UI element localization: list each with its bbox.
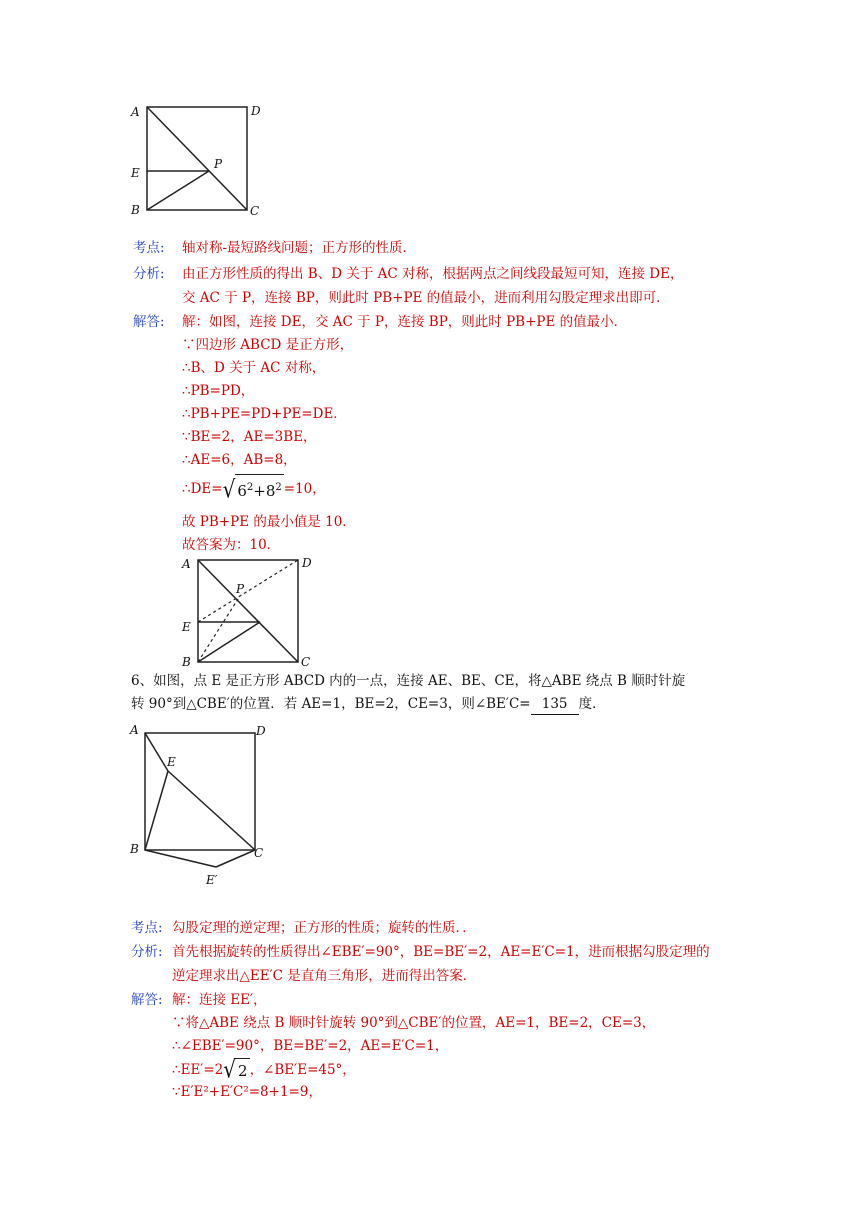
label-a: A [131, 105, 140, 119]
step-line: ∴∠EBE′=90°，BE=BE′=2，AE=E′C=1， [172, 1038, 449, 1054]
figure-square-rotation [126, 718, 276, 890]
de-suffix: =10， [283, 481, 326, 497]
answer-line: 故答案为：10． [182, 537, 281, 553]
label-c: C [254, 846, 264, 860]
sqrt-expression: √ $6^2+8^2$ [222, 474, 282, 504]
step-line: ∵将△ABE 绕点 B 顺时针旋转 90°到△CBE′的位置，AE=1，BE=2，CE=3， [172, 1015, 656, 1031]
ee-suffix: ，∠BE′E=45°， [249, 1062, 356, 1078]
fenxi-line-2: 交 AC 于 P，连接 BP，则此时 PB+PE 的值最小，进而利用勾股定理求出即可． [182, 290, 670, 306]
kaodian-text: 轴对称-最短路线问题；正方形的性质． [182, 240, 417, 256]
label-d: D [302, 556, 312, 570]
fenxi-tag: 分析: [133, 266, 165, 282]
label-b: B [130, 842, 139, 856]
kaodian-tag: 考点: [131, 920, 163, 936]
ee-prefix: ∴EE′=2 [172, 1062, 224, 1078]
answer-blank: 135 [531, 694, 579, 715]
step-line: ∴AE=6，AB=8， [182, 452, 297, 468]
label-b: B [131, 203, 140, 217]
jieda-line-1: 解：连接 EE′， [172, 992, 267, 1008]
label-e: E [167, 755, 176, 769]
label-c: C [301, 655, 311, 669]
kaodian-tag: 考点: [133, 240, 165, 256]
label-c: C [250, 204, 260, 218]
question-6-unit: 度． [578, 696, 606, 712]
step-line: ∵E′E²+E′C²=8+1=9， [172, 1084, 322, 1100]
step-line: ∵四边形 ABCD 是正方形， [182, 337, 354, 353]
label-d: D [251, 104, 261, 118]
step-line: ∵BE=2，AE=3BE， [182, 429, 317, 445]
label-a: A [182, 557, 191, 571]
figure-square-pe [125, 98, 275, 220]
kaodian-text: 勾股定理的逆定理；正方形的性质；旋转的性质．． [172, 920, 476, 936]
jieda-tag: 解答: [131, 992, 163, 1008]
conclusion-line: 故 PB+PE 的最小值是 10． [182, 514, 356, 530]
label-e: E [182, 620, 191, 634]
label-a: A [130, 723, 139, 737]
fenxi-line-1: 由正方形性质的得出 B、D 关于 AC 对称，根据两点之间线段最短可知，连接 DE， [182, 266, 684, 282]
label-b: B [182, 655, 191, 669]
question-6-line-2 [131, 694, 606, 715]
label-d: D [256, 724, 266, 738]
label-e: E [131, 166, 140, 180]
de-formula [182, 474, 326, 505]
question-6-text: 转 90°到△CBE′的位置．若 AE=1，BE=2，CE=3，则∠BE′C= [131, 696, 531, 712]
step-line: ∴B、D 关于 AC 对称， [182, 360, 326, 376]
jieda-line-1: 解：如图，连接 DE，交 AC 于 P，连接 BP，则此时 PB+PE 的值最小． [182, 314, 628, 330]
fenxi-tag: 分析: [131, 944, 163, 960]
sqrt-expression: √ 2 [223, 1054, 248, 1084]
label-p: P [214, 157, 223, 171]
ee-radicand: 2 [236, 1058, 250, 1083]
jieda-tag: 解答: [133, 314, 165, 330]
figure-square-solution [176, 552, 326, 670]
question-6-line-1: 6、如图，点 E 是正方形 ABCD 内的一点，连接 AE、BE、CE，将△ABE 绕点 B 顺时针旋 [131, 673, 686, 689]
step-line: ∴PB+PE=PD+PE=DE． [182, 406, 347, 422]
ee-formula [172, 1054, 356, 1084]
label-p: P [236, 582, 245, 596]
de-prefix: ∴DE= [182, 481, 223, 497]
fenxi-line-2: 逆定理求出△EE′C 是直角三角形，进而得出答案． [172, 968, 477, 984]
step-line: ∴PB=PD， [182, 383, 255, 399]
fenxi-line-1: 首先根据旋转的性质得出∠EBE′=90°，BE=BE′=2，AE=E′C=1，进而根据勾股定理的 [172, 944, 710, 960]
label-e-prime: E′ [206, 873, 218, 887]
